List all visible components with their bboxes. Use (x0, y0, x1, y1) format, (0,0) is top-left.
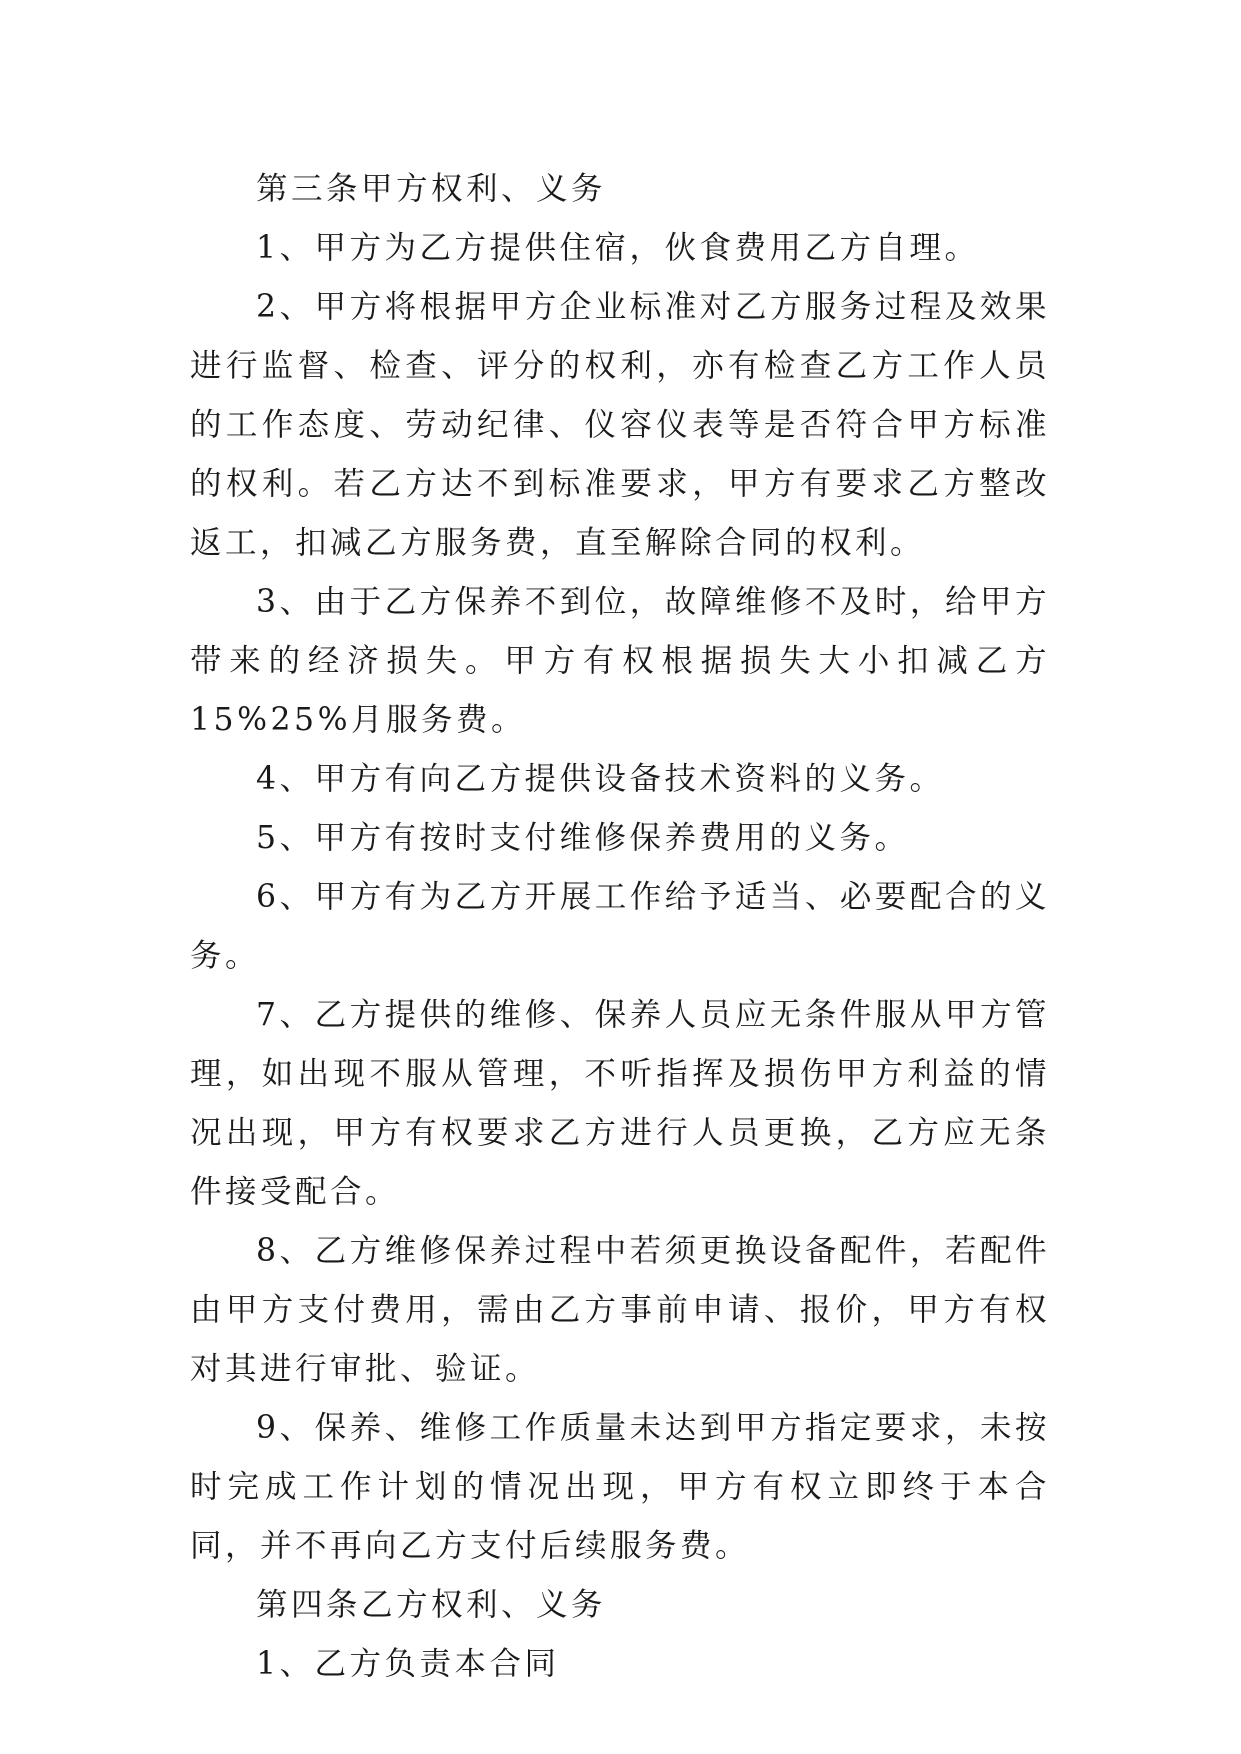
clause-paragraph: 5、甲方有按时支付维修保养费用的义务。 (256, 820, 910, 856)
section-heading-3: 第三条甲方权利、义务 (256, 171, 607, 207)
document-page (190, 160, 1050, 1694)
clause-paragraph: 9、保养、维修工作质量未达到甲方指定要求，未按时完成工作计划的情况出现，甲方有权立即终于本合同，并不再向乙方支付后续服务费。 (190, 1410, 1050, 1564)
clause-paragraph: 4、甲方有向乙方提供设备技术资料的义务。 (256, 761, 945, 797)
clause-paragraph: 2、甲方将根据甲方企业标准对乙方服务过程及效果进行监督、检查、评分的权利，亦有检查乙方工作人员的工作态度、劳动纪律、仪容仪表等是否符合甲方标准的权利。若乙方达不到标准要求，甲方有要求乙方整改返工，扣减乙方服务费，直至解除合同的权利。 (190, 289, 1050, 561)
clause-paragraph: 3、由于乙方保养不到位，故障维修不及时，给甲方带来的经济损失。甲方有权根据损失大小扣减乙方 15%25%月服务费。 (190, 584, 1050, 738)
clause-paragraph: 8、乙方维修保养过程中若须更换设备配件，若配件由甲方支付费用，需由乙方事前申请、报价，甲方有权对其进行审批、验证。 (190, 1233, 1050, 1387)
clause-paragraph: 1、乙方负责本合同 (256, 1646, 560, 1682)
clause-paragraph: 1、甲方为乙方提供住宿，伙食费用乙方自理。 (256, 230, 980, 266)
clause-paragraph: 6、甲方有为乙方开展工作给予适当、必要配合的义务。 (190, 879, 1050, 974)
section-heading-4: 第四条乙方权利、义务 (256, 1587, 607, 1623)
clause-paragraph: 7、乙方提供的维修、保养人员应无条件服从甲方管理，如出现不服从管理，不听指挥及损伤甲方利益的情况出现，甲方有权要求乙方进行人员更换，乙方应无条件接受配合。 (190, 997, 1050, 1210)
